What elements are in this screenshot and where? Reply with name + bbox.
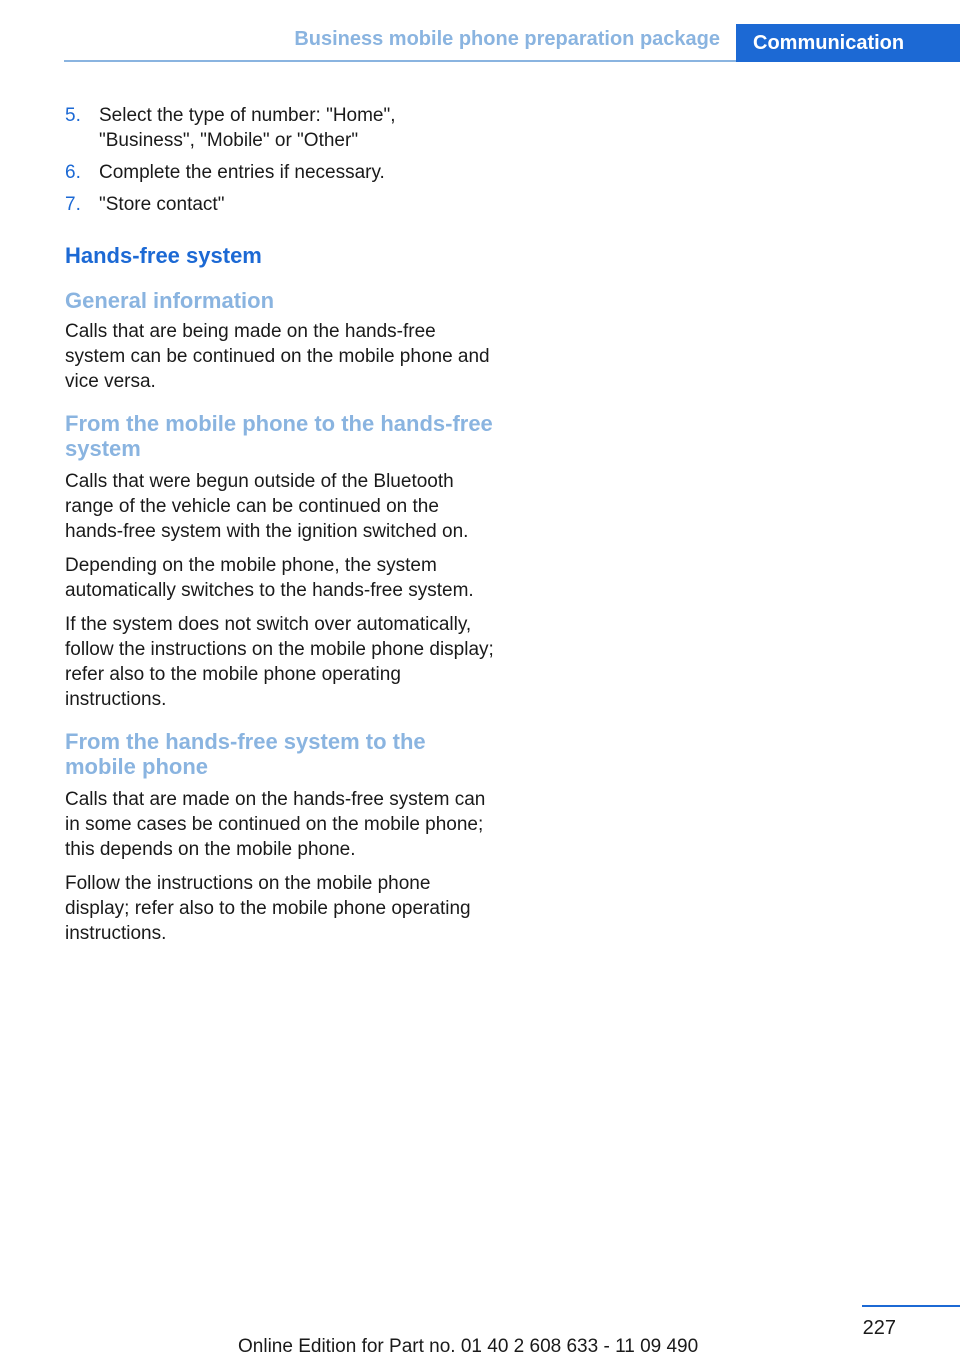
step-item	[65, 160, 495, 185]
step-number: 5.	[65, 105, 81, 126]
step-text: Select the type of number: "Home", "Business", "Mobile" or "Other"	[99, 105, 396, 151]
edition-note: Online Edition for Part no. 01 40 2 608 633 - 11 09 490	[238, 1336, 699, 1357]
heading-handsfree-to-mobile: From the hands-free system to the mobile phone	[65, 729, 426, 779]
paragraph: Calls that are made on the hands-free system can in some cases be continued on the mobile phone; this depends on the mobile phone.	[65, 789, 486, 860]
paragraph: Calls that were begun outside of the Bluetooth range of the vehicle can be continued on the hands-free system with the ignition switched on.	[65, 471, 469, 542]
step-item	[65, 103, 495, 153]
page-header	[0, 0, 960, 62]
header-divider	[64, 60, 736, 62]
heading-hands-free-system: Hands-free system	[65, 243, 262, 268]
paragraph: Calls that are being made on the hands-free system can be continued on the mobile phone and vice versa.	[65, 321, 490, 392]
step-number: 7.	[65, 194, 81, 215]
paragraph: Depending on the mobile phone, the system automatically switches to the hands-free system.	[65, 555, 474, 601]
step-number: 6.	[65, 162, 81, 183]
heading-mobile-to-handsfree: From the mobile phone to the hands-free system	[65, 411, 493, 461]
step-text: Complete the entries if necessary.	[99, 162, 385, 183]
page-content	[65, 103, 495, 955]
page-number: 227	[862, 1317, 896, 1339]
step-item	[65, 192, 495, 217]
chapter-tab	[736, 24, 960, 62]
step-text: "Store contact"	[99, 194, 225, 215]
paragraph: Follow the instructions on the mobile phone display; refer also to the mobile phone operating instructions.	[65, 873, 471, 944]
heading-general-information: General information	[65, 288, 275, 313]
paragraph: If the system does not switch over automatically, follow the instructions on the mobile phone display; refer also to the mobile phone operating instructions.	[65, 614, 494, 710]
chapter-title: Communication	[753, 32, 905, 54]
section-title: Business mobile phone preparation package	[294, 28, 720, 50]
footer-divider	[862, 1305, 960, 1307]
